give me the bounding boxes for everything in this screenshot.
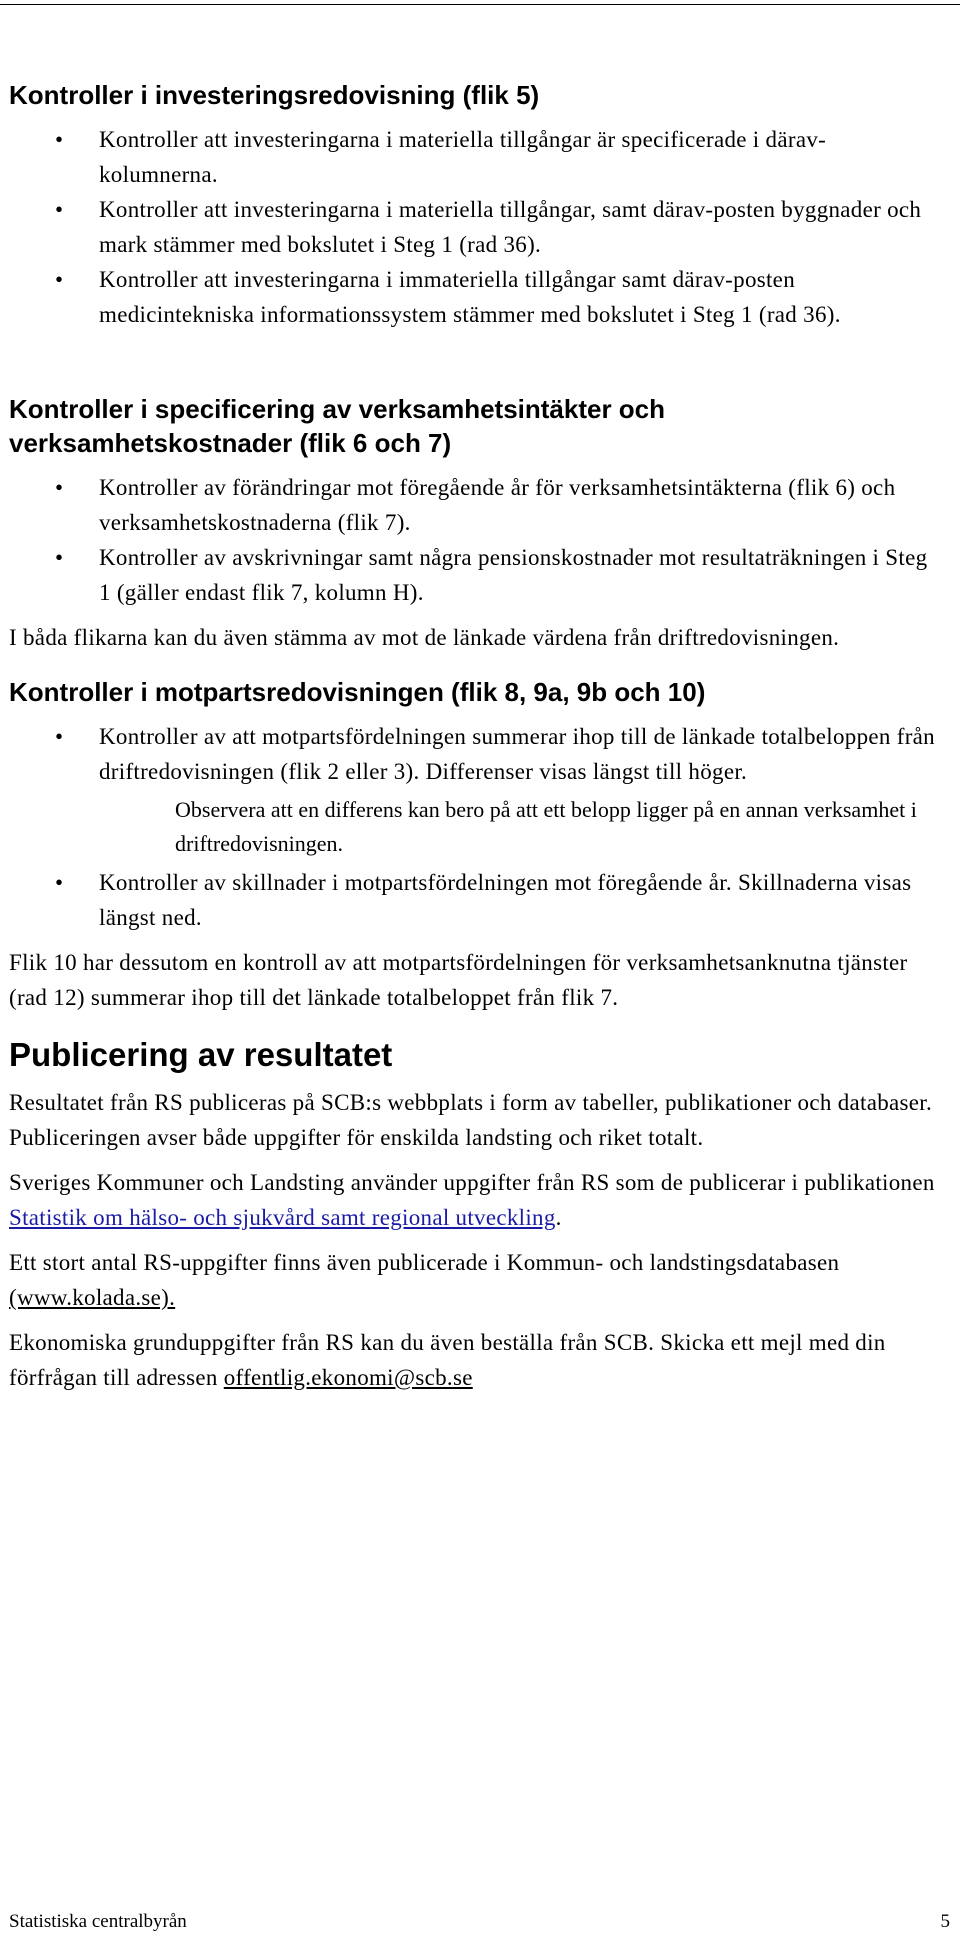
link-email-offentlig-ekonomi[interactable]: offentlig.ekonomi@scb.se	[223, 1365, 473, 1390]
list-item: • Kontroller av skillnader i motpartsfördelningen mot föregående år. Skillnaderna visas längst ned.	[9, 865, 944, 935]
page-number: 5	[940, 1911, 950, 1932]
paragraph-bestalla: Ekonomiska grunduppgifter från RS kan du även beställa från SCB. Skicka ett mejl med din förfrågan till adressen offentlig.ekonomi@scb.se	[9, 1330, 886, 1390]
bullet-icon: •	[55, 724, 64, 749]
paragraph-kolada: Ett stort antal RS-uppgifter finns även publicerade i Kommun- och landstingsdatabasen (www.kolada.se).	[9, 1250, 840, 1310]
page-content	[9, 78, 944, 1395]
top-rule	[0, 4, 960, 5]
paragraph-skl: Sveriges Kommuner och Landsting använder uppgifter från RS som de publicerar i publikationen Statistik om hälso- och sjukvård samt regional utveckling.	[9, 1170, 935, 1230]
link-statistik-halso-sjukvard[interactable]: Statistik om hälso- och sjukvård samt regional utveckling	[9, 1205, 556, 1230]
bullet-list-motpartsredovisning	[9, 719, 944, 789]
link-kolada[interactable]: (www.kolada.se).	[9, 1285, 176, 1310]
section-heading-investeringsredovisning: Kontroller i investeringsredovisning (flik 5)	[9, 80, 540, 110]
list-item: • Kontroller att investeringarna i materiella tillgångar är specificerade i därav-kolumnerna.	[9, 122, 944, 192]
bullet-icon: •	[55, 475, 64, 500]
note-observera: Observera att en differens kan bero på att ett belopp ligger på en annan verksamhet i driftredovisningen.	[175, 797, 917, 856]
paragraph-publicering: Resultatet från RS publiceras på SCB:s webbplats i form av tabeller, publikationer och databaser. Publiceringen avser både uppgifter för enskilda landsting och riket totalt.	[9, 1090, 933, 1150]
footer-publisher: Statistiska centralbyrån	[9, 1911, 187, 1932]
paragraph-flik10: Flik 10 har dessutom en kontroll av att motpartsfördelningen för verksamhetsanknutna tjänster (rad 12) summerar ihop till det länkade totalbeloppet från flik 7.	[9, 950, 908, 1010]
bullet-icon: •	[55, 127, 64, 152]
list-item: • Kontroller av förändringar mot föregående år för verksamhetsintäkterna (flik 6) och verksamhetskostnaderna (flik 7).	[9, 470, 944, 540]
section-heading-verksamhet: Kontroller i specificering av verksamhetsintäkter och verksamhetskostnader (flik 6 och 7)	[9, 394, 666, 458]
bullet-icon: •	[55, 267, 64, 292]
list-item: • Kontroller att investeringarna i materiella tillgångar, samt därav-posten byggnader och mark stämmer med bokslutet i Steg 1 (rad 36).	[9, 192, 944, 262]
bullet-list-investeringsredovisning	[9, 122, 944, 332]
section-heading-motpartsredovisning: Kontroller i motpartsredovisningen (flik 8, 9a, 9b och 10)	[9, 677, 706, 707]
list-item: • Kontroller att investeringarna i immateriella tillgångar samt därav-posten medicintekniska informationssystem stämmer med bokslutet i Steg 1 (rad 36).	[9, 262, 944, 332]
bullet-icon: •	[55, 545, 64, 570]
section-heading-publicering: Publicering av resultatet	[9, 1036, 393, 1073]
page-footer	[9, 1911, 950, 1933]
bullet-list-verksamhet	[9, 470, 944, 610]
paragraph-driftredovisning: I båda flikarna kan du även stämma av mot de länkade värdena från driftredovisningen.	[9, 625, 840, 650]
bullet-icon: •	[55, 197, 64, 222]
bullet-list-motpart-2	[9, 865, 944, 935]
list-item: • Kontroller av att motpartsfördelningen summerar ihop till de länkade totalbeloppen från driftredovisningen (flik 2 eller 3). Differenser visas längst till höger.	[9, 719, 944, 789]
list-item: • Kontroller av avskrivningar samt några pensionskostnader mot resultaträkningen i Steg 1 (gäller endast flik 7, kolumn H).	[9, 540, 944, 610]
bullet-icon: •	[55, 870, 64, 895]
